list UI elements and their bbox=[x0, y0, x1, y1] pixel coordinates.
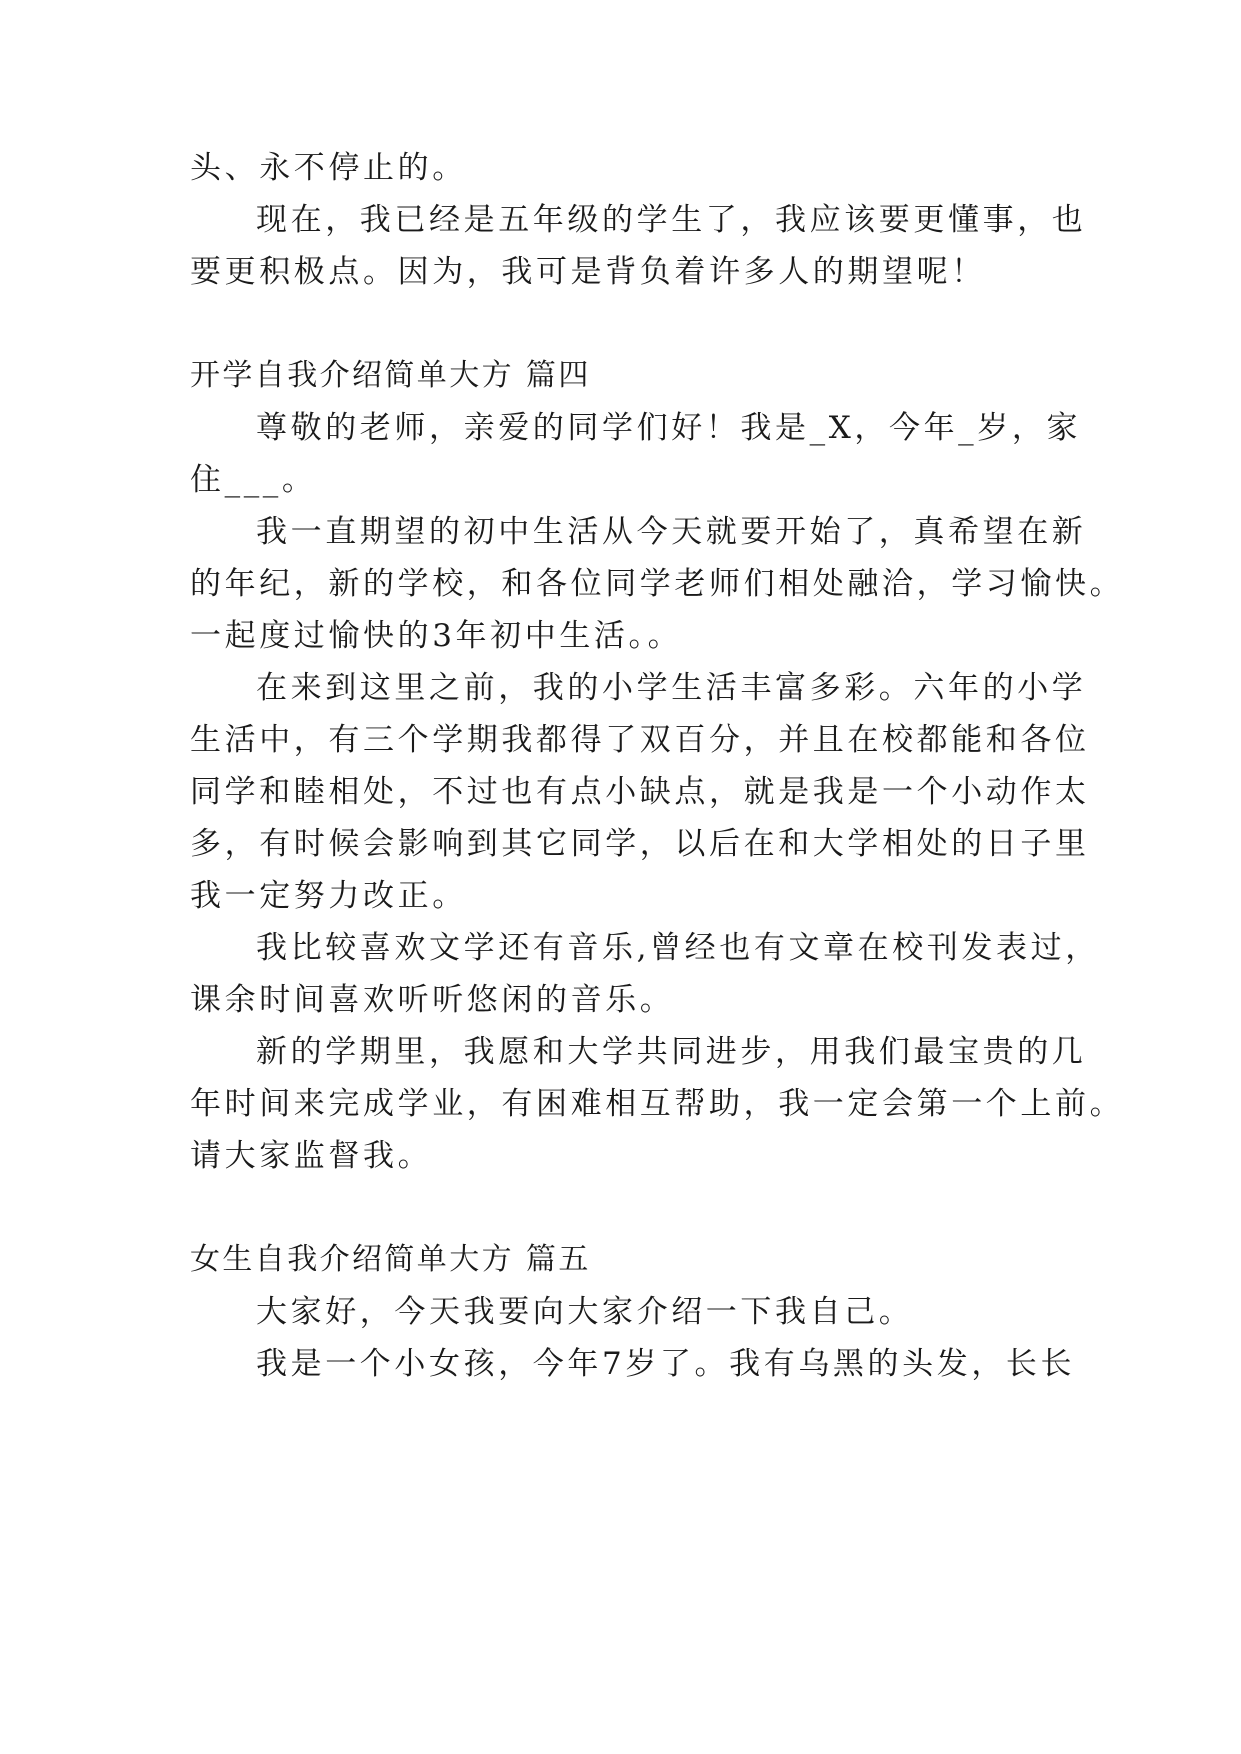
paragraph-line: 在来到这里之前，我的小学生活丰富多彩。六年的小学 bbox=[256, 670, 1087, 706]
paragraph-line: 头、永不停止的。 bbox=[190, 150, 467, 186]
paragraph-line: 现在，我已经是五年级的学生了，我应该要更懂事，也 bbox=[256, 202, 1087, 238]
paragraph-line: 同学和睦相处，不过也有点小缺点，就是我是一个小动作太 bbox=[190, 774, 1090, 810]
paragraph-line: 我比较喜欢文学还有音乐,曾经也有文章在校刊发表过， bbox=[256, 930, 1100, 966]
paragraph-line: 我一直期望的初中生活从今天就要开始了，真希望在新 bbox=[256, 514, 1087, 550]
paragraph-line: 要更积极点。因为，我可是背负着许多人的期望呢！ bbox=[190, 254, 986, 290]
paragraph-line: 尊敬的老师，亲爱的同学们好！我是_X，今年_岁，家 bbox=[256, 410, 1082, 446]
paragraph-line: 生活中，有三个学期我都得了双百分，并且在校都能和各位 bbox=[190, 722, 1090, 758]
paragraph-line: 新的学期里，我愿和大学共同进步，用我们最宝贵的几 bbox=[256, 1034, 1087, 1070]
section-heading: 开学自我介绍简单大方 篇四 bbox=[190, 358, 591, 393]
paragraph-line: 请大家监督我。 bbox=[190, 1138, 433, 1174]
paragraph-line: 多，有时候会影响到其它同学，以后在和大学相处的日子里 bbox=[190, 826, 1090, 862]
paragraph-line: 我一定努力改正。 bbox=[190, 878, 467, 914]
paragraph-line: 的年纪，新的学校，和各位同学老师们相处融洽，学习愉快。 bbox=[190, 566, 1125, 602]
paragraph-line: 年时间来完成学业，有困难相互帮助，我一定会第一个上前。 bbox=[190, 1086, 1125, 1122]
paragraph-line: 一起度过愉快的3年初中生活。。 bbox=[190, 618, 683, 654]
paragraph-line: 课余时间喜欢听听悠闲的音乐。 bbox=[190, 982, 675, 1018]
paragraph-line: 我是一个小女孩，今年7岁了。我有乌黑的头发，长长 bbox=[256, 1346, 1076, 1382]
section-heading: 女生自我介绍简单大方 篇五 bbox=[190, 1242, 591, 1277]
paragraph-line: 大家好，今天我要向大家介绍一下我自己。 bbox=[256, 1294, 914, 1330]
paragraph-line: 住___。 bbox=[190, 462, 317, 498]
